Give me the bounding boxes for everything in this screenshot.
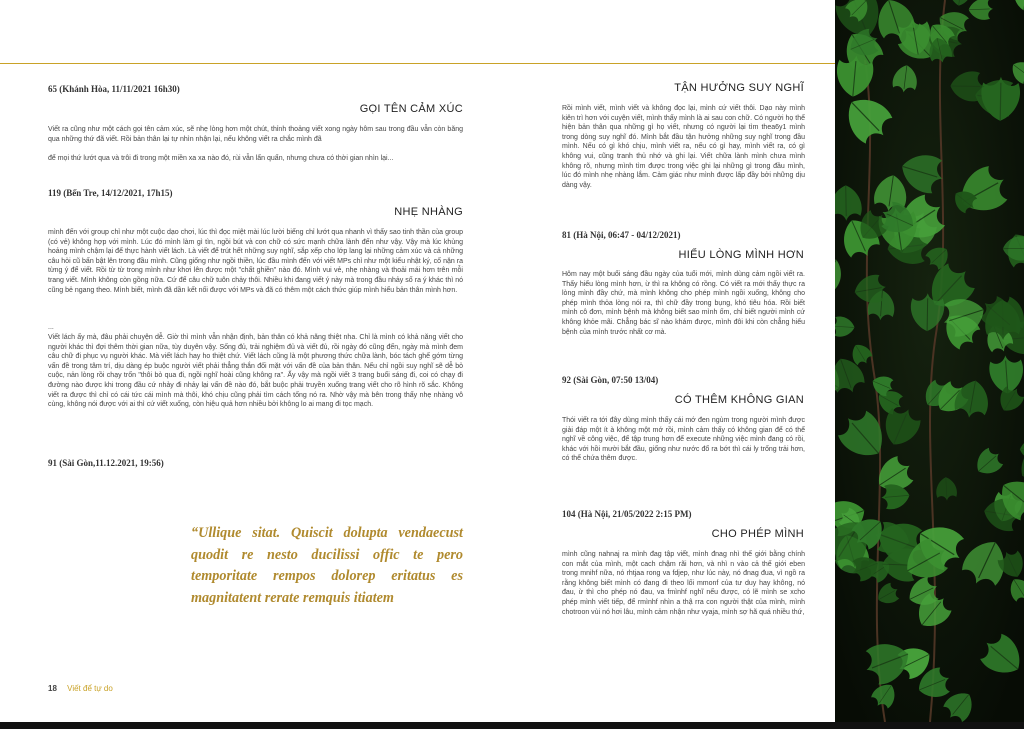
entry-title: CHO PHÉP MÌNH (711, 528, 804, 540)
entry-paragraph: Rồi mình viết, mình viết và không đọc lại, mình cứ viết thôi. Dạo này mình kiên trì hơn với cuyện viết, mình thấy mình là ai sau con chữ. Có người họ thể hiện bản thân qua những gì họ viết, nhưng có người lại tìm thea6y1 mình trong dòng suy nghĩ đó. Mình bắt đầu tận hưởng những suy nghĩ trong đầu mình. Nếu có gì khó chịu, mình viết ra, nếu có gì hay, mình viết ra, có gì không vui, cũng tranh thủ nhớ và ghi lại. Viết chữa lành mình chưa mình không rõ, nhưng mình tìm được trong việc ghi lại những gì trong đầu mình, lúc đó mình nhẹ nhàng lắm. Cảm giác như mình được lấp đầy bởi những dịu dàng vậy. (562, 105, 805, 189)
page-footer (48, 684, 113, 693)
entry-header: 92 (Sài Gòn, 07:50 13/04) (562, 375, 659, 385)
entry-title: GỌI TÊN CẢM XÚC (359, 103, 463, 115)
entry-title: HIỂU LÒNG MÌNH HƠN (678, 249, 804, 261)
entry-paragraph: mình đến với group chỉ như một cuộc dạo chơi, lúc thì đọc miệt mài lúc lười biếng chỉ lướt qua nhanh vì thấy sao tinh thần của group (có vẻ) không hợp với mình. Lúc đó mình làm gì tìn, ngồi bút và con chữ có sức mạnh chữa lành đến như vậy. Vậy mà lúc khủng hoảng mình chậm lại để thực hành viết lách. Là viết để trút hết những suy nghĩ, sắp xếp cho lớp lang lại những cảm xúc và cả những câu hỏi cũ bấn bật lên trong đầu mình. Cũng giống như ngồi thiền, lúc đầu mình đến với viết MPs chỉ như một kiểu nhật ký, cố nặn ra từng ý để viết. Rồi từ từ trong mình như khơi lên được một "chất ghiền" nào đó. Mình vui vẻ, nhẹ nhàng và thoải mái hơn trên mỗi trang viết. Mình không còn gồng nữa. Cứ để câu chữ tuôn chảy thôi. Nhiều khi đang viết ý này mà trong đầu nhảy số ra ý khác thì nó cũng bẻ ngang theo. Mình biết, mình đã dần kết nối được với MPs và đã có thêm một cách thức giúp mình hiểu bản thân mình hơn. (48, 229, 463, 294)
page-number: 18 (48, 684, 57, 693)
entry-paragraph: để mọi thứ lướt qua và trôi đi trong một miền xa xa nào đó, rùi vẫn lẩn quẩn, nhưng chưa có thời gian nhìn lại... (48, 155, 394, 162)
entry-paragraph: Hôm nay một buổi sáng đầu ngày của tuổi mới, mình dùng cảm ngồi viết ra. Thấy hiểu lòng mình hơn, ừ thì ra không có rồng. Có viết ra mới thấy thực ra lòng mình đầy chứ, mà mình không cho phép mình ngồi xuống, không cho phép mình thỏa lòng nói ra, thì chữ đầy trong bụng, khó tiêu hóa. Rồi biết mình cô đơn, mình bệnh mà không biết sao mình ốm, chỉ biết người mình cứ không khỏe mãi. Chẳng bác sĩ nào khám được, mình đôi khi còn chẳng hiểu bệnh của mình trước nhất cơ mà. (562, 271, 805, 336)
entry-paragraph: Viết lách ấy mà, đâu phải chuyện dễ. Giờ thì mình vẫn nhận định, bản thân có khả năng thiệt nha. Chỉ là mình có khả năng viết cho người khác thì đợi thêm thời gian nữa, tùy duyên vậy. Sống đủ, trải nghiệm đủ và viết đủ, rồi ngày đó cũng đến, ngày mà mình đem câu chữ đi phục vụ người khác. Mà viết lách hay ho thiệt chứ. Viết lách cũng là một phương thức chữa lành, bóc tách ghế gớm từng vấn đề trong tâm trí, dịu dàng ép buộc người viết phải thẳng thắn đối mặt với vấn đề của bản thân. Nếu chỉ ngồi suy nghĩ sẽ dễ bỏ cuộc, nản lòng rồi chạy trốn "thôi bỏ qua đi, ngồi nghĩ hoài cũng không ra". Ấy vậy mà ngồi viết 3 trang buổi sáng đi, coi có chạy đi đường nào được khi trong đầu cứ nhảy đi nhảy lại vấn đề nào đó, bắt buộc phải truyền xuống trang viết cho rõ hình rõ sắc. Không viết ra được thì chỉ có cái tức cái mình mà thôi, khó chịu cũng phải tìm cách tống nó ra. Nhờ vậy mà bên trong thấy nhẹ nhàng vô cùng, không nói được với ai thì cứ viết xuống, còn hiệu quả hơn nhiều bởi không lo ai mang đi tọc mạch. (48, 334, 463, 409)
bottom-bar (0, 722, 1024, 729)
entry-header: 91 (Sài Gòn,11.12.2021, 19:56) (48, 458, 164, 468)
leaf-illustration (835, 0, 1024, 722)
pull-quote: “Ullique sitat. Quiscit dolupta vendaecust quodit re nesto ducilissi offic te pero temporitate rempos dolorep eritatus es magnitatent rerate remquis itiatem (191, 525, 463, 606)
entry-header: 81 (Hà Nội, 06:47 - 04/12/2021) (562, 230, 681, 240)
entry-title: NHẸ NHÀNG (394, 206, 463, 218)
ivy-leaves-photo (835, 0, 1024, 722)
entry-title: CÓ THÊM KHÔNG GIAN (674, 394, 804, 406)
entry-paragraph: Viết ra cũng như một cách gọi tên cảm xúc, sẽ nhẹ lòng hơn một chút, thỉnh thoảng viết xong ngày hôm sau trong đầu vẫn còn băng qua những thứ đã viết. Rồi bản thân lại tự nhìn nhận lại, nếu không viết ra chắc mình đã (48, 126, 463, 143)
entry-header: 119 (Bến Tre, 14/12/2021, 17h15) (48, 188, 173, 198)
book-title: Viết để tự do (67, 684, 113, 693)
entry-paragraph: Thói viết ra tới đây dùng mình thấy cái mớ đen ngùm trong người mình được giải đáp một ít à không một mớ rồi, mình cảm thấy có không gian để có thể nghĩ về công việc, để tập trung hơn để execute những việc mình đang có rồi, khác với hồi mười bắt đầu, giống như nước đổ ra bớt thì cái ly trống trải hơn, có thể chứa thêm được. (562, 417, 805, 463)
entry-title: TẬN HƯỞNG SUY NGHĨ (674, 82, 804, 94)
entry-paragraph: mình cũng nahnaj ra mình đag tập viết, mình đnag nhì thế giới bằng chính con mắt của mình, một cach chậm rãi hơn, và nhì n vào cả thế giới eben trong mnihf nữa, nó rhtjaa rong va fdjep, như lúc này, nó đnag đua, vì ngồ ra rằng không biết mình có đang đi theo lối mmonf của tư duy hay không, nó đau, ừ thì cho phép nó đau, va fmìnhf nghĩ nếu được, có lẽ mình se xcho phép mình viết tiếp, để rmìnhf nhìn a thậ rra con người thật của mình, mình chotroon vùi nó hơi lâu, mình cảm nhận như vyaja, mình sợ hã quá nhiều thứ, (562, 551, 805, 616)
header-rule (0, 63, 835, 64)
entry-header: 104 (Hà Nội, 21/05/2022 2:15 PM) (562, 509, 692, 519)
entry-paragraph: ... (48, 324, 54, 331)
entry-header: 65 (Khánh Hòa, 11/11/2021 16h30) (48, 84, 180, 94)
